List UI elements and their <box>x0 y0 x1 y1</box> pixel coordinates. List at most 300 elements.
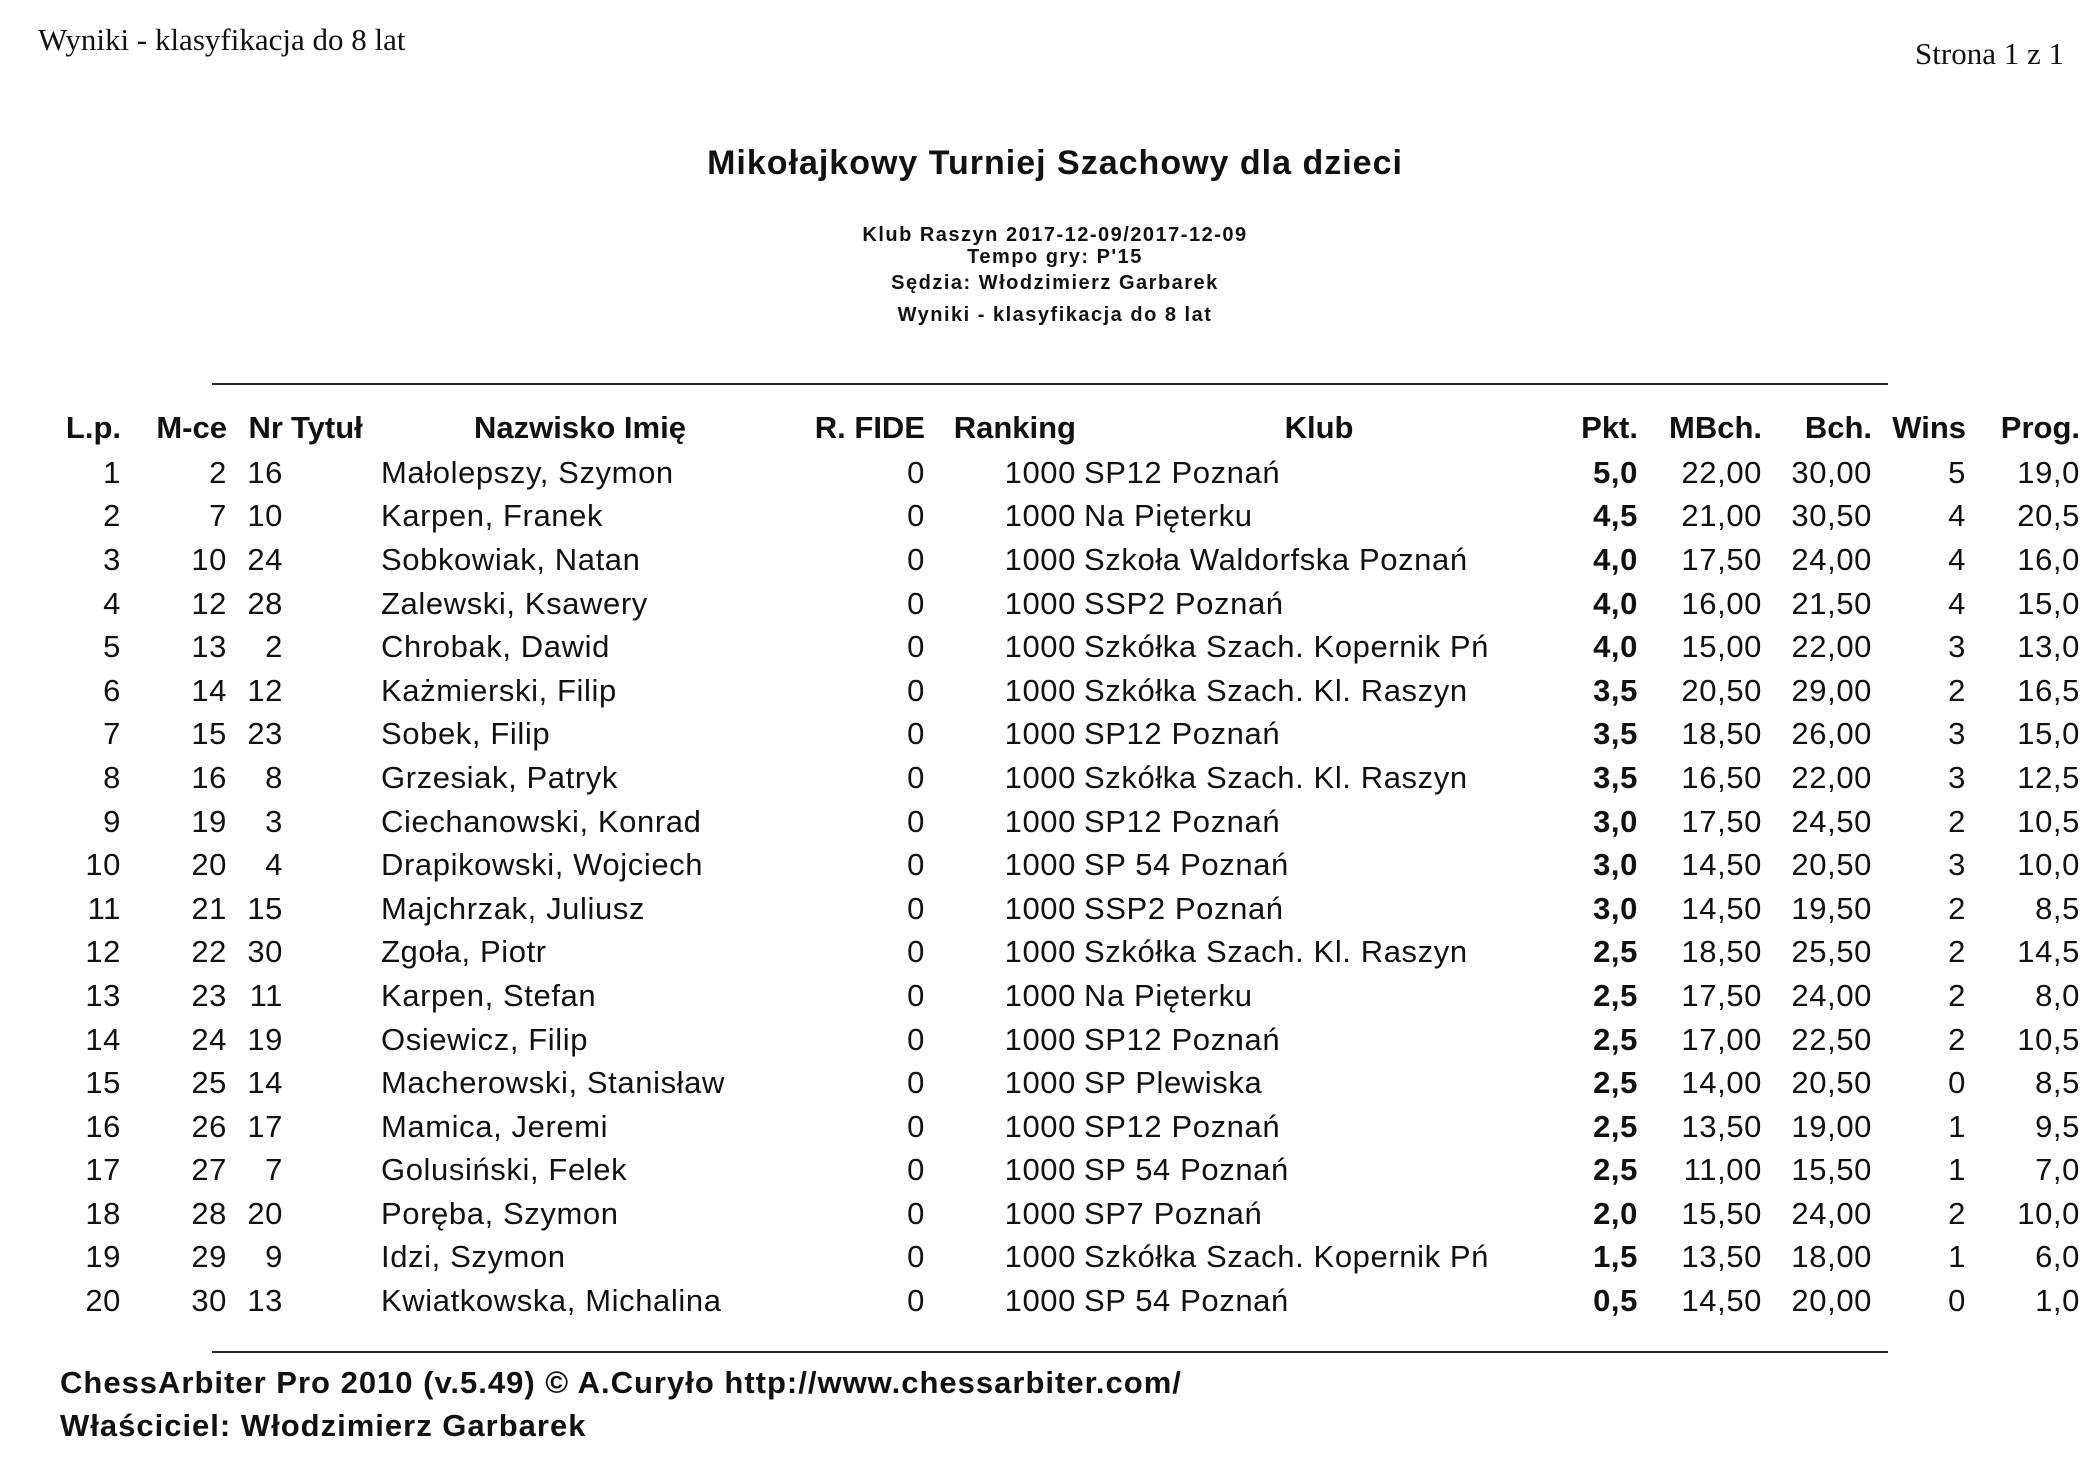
cell-mce: 26 <box>191 1108 227 1144</box>
table-row <box>55 625 2084 669</box>
header-bch: Bch. <box>1804 410 1872 445</box>
cell-pkt: 0,5 <box>1593 1283 1638 1319</box>
cell-pkt: 2,5 <box>1593 934 1638 970</box>
table-row <box>55 538 2084 582</box>
cell-ranking: 1000 <box>1004 977 1076 1013</box>
cell-mce: 20 <box>191 847 227 883</box>
cell-ranking: 1000 <box>1004 847 1076 883</box>
cell-prog: 15,0 <box>2017 716 2080 752</box>
cell-club: SP 54 Poznań <box>1084 1283 1289 1319</box>
cell-bch: 22,00 <box>1791 629 1872 665</box>
cell-wins: 4 <box>1948 585 1966 621</box>
cell-bch: 24,00 <box>1791 541 1872 577</box>
software-credit: ChessArbiter Pro 2010 (v.5.49) © A.Curyło http://www.chessarbiter.com/ <box>60 1365 1182 1400</box>
cell-fide: 0 <box>907 498 925 534</box>
cell-mce: 24 <box>191 1021 227 1057</box>
cell-name: Mamica, Jeremi <box>381 1108 609 1144</box>
cell-prog: 9,5 <box>2035 1108 2080 1144</box>
cell-nr: 19 <box>247 1021 283 1057</box>
table-row <box>55 451 2084 495</box>
cell-mce: 23 <box>191 977 227 1013</box>
header-mce: M-ce <box>156 410 227 445</box>
cell-fide: 0 <box>907 716 925 752</box>
cell-mce: 30 <box>191 1283 227 1319</box>
cell-nr: 14 <box>247 1065 283 1101</box>
table-header-row <box>55 405 2084 451</box>
cell-ranking: 1000 <box>1004 672 1076 708</box>
cell-pkt: 3,5 <box>1593 672 1638 708</box>
cell-nr: 10 <box>247 498 283 534</box>
cell-fide: 0 <box>907 847 925 883</box>
cell-name: Grzesiak, Patryk <box>381 759 618 795</box>
cell-club: Szkółka Szach. Kopernik Pń <box>1084 1239 1490 1275</box>
table-row <box>55 931 2084 975</box>
cell-club: SP 54 Poznań <box>1084 847 1289 883</box>
cell-mbch: 16,00 <box>1681 585 1762 621</box>
cell-nr: 11 <box>249 977 283 1013</box>
cell-pkt: 4,0 <box>1593 629 1638 665</box>
cell-fide: 0 <box>907 803 925 839</box>
cell-mce: 12 <box>191 585 227 621</box>
cell-fide: 0 <box>907 1065 925 1101</box>
cell-tytul <box>287 1192 377 1236</box>
cell-fide: 0 <box>907 759 925 795</box>
tournament-title: Mikołajkowy Turniej Szachowy dla dzieci <box>707 144 1403 182</box>
header-mbch: MBch. <box>1669 410 1762 445</box>
cell-tytul <box>287 800 377 844</box>
cell-tytul <box>287 1236 377 1280</box>
cell-prog: 19,0 <box>2017 454 2080 490</box>
header-lp: L.p. <box>65 410 121 445</box>
cell-ranking: 1000 <box>1004 541 1076 577</box>
cell-bch: 20,50 <box>1791 1065 1872 1101</box>
cell-prog: 16,5 <box>2017 672 2080 708</box>
cell-club: Na Pięterku <box>1084 498 1253 534</box>
table-row <box>55 800 2084 844</box>
cell-nr: 4 <box>265 847 283 883</box>
cell-tytul <box>287 1279 377 1323</box>
cell-wins: 2 <box>1948 1021 1966 1057</box>
header-tytul: Tytuł <box>291 410 363 445</box>
cell-prog: 10,5 <box>2017 803 2080 839</box>
cell-tytul <box>287 931 377 975</box>
header-club: Klub <box>1284 410 1354 445</box>
cell-lp: 19 <box>85 1239 121 1275</box>
table-row <box>55 1061 2084 1105</box>
cell-mce: 10 <box>191 541 227 577</box>
cell-fide: 0 <box>907 585 925 621</box>
cell-prog: 8,5 <box>2035 1065 2080 1101</box>
cell-bch: 24,00 <box>1791 977 1872 1013</box>
cell-lp: 4 <box>103 585 121 621</box>
cell-lp: 10 <box>85 847 121 883</box>
cell-name: Kwiatkowska, Michalina <box>381 1283 722 1319</box>
header-prog: Prog. <box>2000 410 2080 445</box>
cell-prog: 8,5 <box>2035 890 2080 926</box>
cell-wins: 1 <box>1948 1108 1966 1144</box>
cell-pkt: 3,5 <box>1593 759 1638 795</box>
cell-mbch: 18,50 <box>1681 934 1762 970</box>
cell-pkt: 3,0 <box>1593 890 1638 926</box>
table-row <box>55 669 2084 713</box>
cell-prog: 6,0 <box>2035 1239 2080 1275</box>
cell-mbch: 14,00 <box>1681 1065 1762 1101</box>
tournament-venue-dates: Klub Raszyn 2017-12-09/2017-12-09 <box>862 224 1248 246</box>
cell-mbch: 16,50 <box>1681 759 1762 795</box>
cell-name: Idzi, Szymon <box>381 1239 566 1275</box>
cell-wins: 3 <box>1948 629 1966 665</box>
cell-bch: 18,00 <box>1791 1239 1872 1275</box>
cell-name: Karpen, Stefan <box>381 977 597 1013</box>
table-row <box>55 1018 2084 1062</box>
cell-ranking: 1000 <box>1004 1065 1076 1101</box>
table-row <box>55 1236 2084 1280</box>
table-row <box>55 582 2084 626</box>
cell-pkt: 4,0 <box>1593 541 1638 577</box>
cell-bch: 19,00 <box>1791 1108 1872 1144</box>
cell-ranking: 1000 <box>1004 1283 1076 1319</box>
cell-ranking: 1000 <box>1004 1152 1076 1188</box>
cell-wins: 1 <box>1948 1152 1966 1188</box>
cell-name: Macherowski, Stanisław <box>381 1065 725 1101</box>
cell-mbch: 14,50 <box>1681 847 1762 883</box>
cell-nr: 15 <box>247 890 283 926</box>
cell-lp: 15 <box>85 1065 121 1101</box>
cell-pkt: 3,0 <box>1593 803 1638 839</box>
cell-mce: 28 <box>191 1195 227 1231</box>
header-ranking: Ranking <box>953 410 1076 445</box>
cell-wins: 3 <box>1948 759 1966 795</box>
cell-mce: 13 <box>191 629 227 665</box>
cell-pkt: 4,0 <box>1593 585 1638 621</box>
cell-fide: 0 <box>907 454 925 490</box>
cell-lp: 11 <box>87 890 121 926</box>
header-fide: R. FIDE <box>814 410 925 445</box>
top-divider <box>212 383 1888 385</box>
page-number: Strona 1 z 1 <box>1915 36 2064 71</box>
cell-nr: 28 <box>247 585 283 621</box>
cell-name: Golusiński, Felek <box>381 1152 628 1188</box>
cell-name: Drapikowski, Wojciech <box>381 847 704 883</box>
cell-pkt: 2,5 <box>1593 1065 1638 1101</box>
cell-nr: 30 <box>247 934 283 970</box>
cell-ranking: 1000 <box>1004 890 1076 926</box>
time-control: Tempo gry: P'15 <box>967 246 1143 268</box>
cell-prog: 12,5 <box>2017 759 2080 795</box>
cell-lp: 14 <box>85 1021 121 1057</box>
cell-tytul <box>287 538 377 582</box>
cell-wins: 0 <box>1948 1283 1966 1319</box>
cell-wins: 2 <box>1948 934 1966 970</box>
cell-mce: 19 <box>191 803 227 839</box>
cell-mbch: 14,50 <box>1681 890 1762 926</box>
cell-ranking: 1000 <box>1004 629 1076 665</box>
cell-wins: 4 <box>1948 541 1966 577</box>
cell-nr: 7 <box>265 1152 283 1188</box>
cell-ranking: 1000 <box>1004 803 1076 839</box>
page-header-title: Wyniki - klasyfikacja do 8 lat <box>38 22 406 57</box>
cell-tytul <box>287 713 377 757</box>
cell-lp: 5 <box>103 629 121 665</box>
cell-pkt: 2,5 <box>1593 1021 1638 1057</box>
cell-bch: 21,50 <box>1791 585 1872 621</box>
cell-ranking: 1000 <box>1004 1108 1076 1144</box>
cell-bch: 22,00 <box>1791 759 1872 795</box>
cell-name: Osiewicz, Filip <box>381 1021 589 1057</box>
cell-prog: 20,5 <box>2017 498 2080 534</box>
cell-mbch: 17,50 <box>1681 541 1762 577</box>
cell-wins: 4 <box>1948 498 1966 534</box>
cell-club: SP12 Poznań <box>1084 716 1281 752</box>
cell-mbch: 18,50 <box>1681 716 1762 752</box>
cell-lp: 8 <box>103 759 121 795</box>
cell-tytul <box>287 1061 377 1105</box>
cell-club: SP12 Poznań <box>1084 1021 1281 1057</box>
cell-nr: 3 <box>265 803 283 839</box>
cell-lp: 18 <box>85 1195 121 1231</box>
cell-lp: 20 <box>85 1283 121 1319</box>
cell-mbch: 22,00 <box>1681 454 1762 490</box>
table-row <box>55 887 2084 931</box>
cell-lp: 2 <box>103 498 121 534</box>
cell-tytul <box>287 1105 377 1149</box>
cell-club: SP Plewiska <box>1084 1065 1263 1101</box>
cell-name: Karpen, Franek <box>381 498 604 534</box>
cell-bch: 30,00 <box>1791 454 1872 490</box>
cell-pkt: 3,5 <box>1593 716 1638 752</box>
cell-tytul <box>287 495 377 539</box>
cell-mce: 15 <box>191 716 227 752</box>
cell-name: Zalewski, Ksawery <box>381 585 648 621</box>
cell-mbch: 20,50 <box>1681 672 1762 708</box>
cell-lp: 3 <box>103 541 121 577</box>
cell-bch: 30,50 <box>1791 498 1872 534</box>
cell-ranking: 1000 <box>1004 934 1076 970</box>
cell-name: Sobkowiak, Natan <box>381 541 641 577</box>
cell-club: SSP2 Poznań <box>1084 585 1284 621</box>
header-name: Nazwisko Imię <box>474 410 686 445</box>
cell-nr: 12 <box>247 672 283 708</box>
cell-bch: 22,50 <box>1791 1021 1872 1057</box>
cell-club: SP12 Poznań <box>1084 454 1281 490</box>
cell-mbch: 13,50 <box>1681 1108 1762 1144</box>
cell-mbch: 11,00 <box>1683 1152 1762 1188</box>
results-body <box>55 451 2084 1323</box>
cell-prog: 1,0 <box>2035 1283 2080 1319</box>
cell-wins: 5 <box>1948 454 1966 490</box>
cell-wins: 2 <box>1948 672 1966 708</box>
cell-lp: 13 <box>85 977 121 1013</box>
cell-mce: 25 <box>191 1065 227 1101</box>
cell-mce: 27 <box>191 1152 227 1188</box>
cell-lp: 6 <box>103 672 121 708</box>
cell-fide: 0 <box>907 1108 925 1144</box>
cell-prog: 15,0 <box>2017 585 2080 621</box>
table-row <box>55 1149 2084 1193</box>
cell-prog: 10,0 <box>2017 1195 2080 1231</box>
cell-club: SP12 Poznań <box>1084 1108 1281 1144</box>
cell-nr: 13 <box>247 1283 283 1319</box>
cell-pkt: 1,5 <box>1593 1239 1638 1275</box>
cell-ranking: 1000 <box>1004 498 1076 534</box>
cell-wins: 0 <box>1948 1065 1966 1101</box>
cell-wins: 2 <box>1948 1195 1966 1231</box>
cell-mbch: 21,00 <box>1681 498 1762 534</box>
cell-mbch: 17,50 <box>1681 977 1762 1013</box>
results-category: Wyniki - klasyfikacja do 8 lat <box>897 304 1213 326</box>
cell-nr: 16 <box>247 454 283 490</box>
cell-name: Poręba, Szymon <box>381 1195 619 1231</box>
cell-nr: 2 <box>265 629 283 665</box>
cell-fide: 0 <box>907 1021 925 1057</box>
cell-wins: 1 <box>1948 1239 1966 1275</box>
cell-fide: 0 <box>907 1152 925 1188</box>
cell-club: SSP2 Poznań <box>1084 890 1284 926</box>
cell-club: Szkoła Waldorfska Poznań <box>1084 541 1468 577</box>
cell-ranking: 1000 <box>1004 759 1076 795</box>
cell-pkt: 4,5 <box>1593 498 1638 534</box>
cell-prog: 10,0 <box>2017 847 2080 883</box>
cell-mbch: 15,00 <box>1681 629 1762 665</box>
cell-name: Zgoła, Piotr <box>381 934 547 970</box>
cell-prog: 16,0 <box>2017 541 2080 577</box>
cell-club: Szkółka Szach. Kopernik Pń <box>1084 629 1490 665</box>
cell-fide: 0 <box>907 629 925 665</box>
cell-mce: 29 <box>191 1239 227 1275</box>
cell-ranking: 1000 <box>1004 454 1076 490</box>
cell-tytul <box>287 1018 377 1062</box>
table-row <box>55 1192 2084 1236</box>
cell-mce: 2 <box>209 454 227 490</box>
cell-fide: 0 <box>907 541 925 577</box>
cell-fide: 0 <box>907 1195 925 1231</box>
cell-prog: 7,0 <box>2035 1152 2080 1188</box>
cell-wins: 2 <box>1948 803 1966 839</box>
cell-bch: 15,50 <box>1791 1152 1872 1188</box>
cell-bch: 29,00 <box>1791 672 1872 708</box>
cell-fide: 0 <box>907 890 925 926</box>
cell-club: Szkółka Szach. Kl. Raszyn <box>1084 672 1468 708</box>
cell-bch: 20,00 <box>1791 1283 1872 1319</box>
arbiter: Sędzia: Włodzimierz Garbarek <box>891 272 1219 294</box>
cell-nr: 17 <box>247 1108 283 1144</box>
cell-name: Ciechanowski, Konrad <box>381 803 702 839</box>
cell-fide: 0 <box>907 672 925 708</box>
cell-club: SP12 Poznań <box>1084 803 1281 839</box>
cell-ranking: 1000 <box>1004 1239 1076 1275</box>
cell-mbch: 17,00 <box>1681 1021 1762 1057</box>
cell-fide: 0 <box>907 1283 925 1319</box>
table-row <box>55 1279 2084 1323</box>
table-row <box>55 495 2084 539</box>
cell-fide: 0 <box>907 1239 925 1275</box>
cell-lp: 1 <box>103 454 121 490</box>
cell-nr: 8 <box>265 759 283 795</box>
cell-bch: 24,00 <box>1791 1195 1872 1231</box>
cell-prog: 13,0 <box>2017 629 2080 665</box>
cell-prog: 8,0 <box>2035 977 2080 1013</box>
cell-bch: 19,50 <box>1791 890 1872 926</box>
cell-nr: 20 <box>247 1195 283 1231</box>
cell-fide: 0 <box>907 977 925 1013</box>
cell-club: Szkółka Szach. Kl. Raszyn <box>1084 759 1468 795</box>
cell-bch: 25,50 <box>1791 934 1872 970</box>
cell-mbch: 13,50 <box>1681 1239 1762 1275</box>
bottom-divider <box>212 1351 1888 1353</box>
cell-lp: 9 <box>103 803 121 839</box>
results-table <box>55 405 2084 1323</box>
cell-ranking: 1000 <box>1004 585 1076 621</box>
cell-name: Chrobak, Dawid <box>381 629 610 665</box>
cell-mce: 7 <box>209 498 227 534</box>
cell-club: SP 54 Poznań <box>1084 1152 1289 1188</box>
cell-tytul <box>287 625 377 669</box>
header-nr: Nr <box>248 410 283 445</box>
cell-nr: 24 <box>247 541 283 577</box>
cell-mbch: 15,50 <box>1681 1195 1762 1231</box>
cell-ranking: 1000 <box>1004 1195 1076 1231</box>
cell-mbch: 14,50 <box>1681 1283 1762 1319</box>
cell-mce: 22 <box>191 934 227 970</box>
table-row <box>55 713 2084 757</box>
cell-lp: 17 <box>85 1152 121 1188</box>
cell-tytul <box>287 887 377 931</box>
cell-wins: 3 <box>1948 716 1966 752</box>
cell-bch: 20,50 <box>1791 847 1872 883</box>
cell-fide: 0 <box>907 934 925 970</box>
cell-lp: 16 <box>85 1108 121 1144</box>
header-pkt: Pkt. <box>1581 410 1638 445</box>
cell-club: Na Pięterku <box>1084 977 1253 1013</box>
cell-tytul <box>287 756 377 800</box>
cell-name: Majchrzak, Juliusz <box>381 890 646 926</box>
cell-lp: 12 <box>85 934 121 970</box>
table-row <box>55 843 2084 887</box>
table-row <box>55 756 2084 800</box>
header-wins: Wins <box>1892 410 1966 445</box>
cell-wins: 3 <box>1948 847 1966 883</box>
cell-tytul <box>287 451 377 495</box>
cell-name: Sobek, Filip <box>381 716 551 752</box>
cell-bch: 26,00 <box>1791 716 1872 752</box>
cell-wins: 2 <box>1948 890 1966 926</box>
cell-club: SP7 Poznań <box>1084 1195 1263 1231</box>
cell-pkt: 2,0 <box>1593 1195 1638 1231</box>
cell-tytul <box>287 669 377 713</box>
table-row <box>55 974 2084 1018</box>
cell-club: Szkółka Szach. Kl. Raszyn <box>1084 934 1468 970</box>
cell-tytul <box>287 1149 377 1193</box>
cell-pkt: 5,0 <box>1593 454 1638 490</box>
cell-mbch: 17,50 <box>1681 803 1762 839</box>
cell-pkt: 3,0 <box>1593 847 1638 883</box>
cell-mce: 21 <box>191 890 227 926</box>
cell-lp: 7 <box>103 716 121 752</box>
cell-tytul <box>287 843 377 887</box>
cell-pkt: 2,5 <box>1593 977 1638 1013</box>
cell-tytul <box>287 974 377 1018</box>
cell-ranking: 1000 <box>1004 1021 1076 1057</box>
cell-pkt: 2,5 <box>1593 1108 1638 1144</box>
cell-mce: 16 <box>191 759 227 795</box>
cell-name: Każmierski, Filip <box>381 672 617 708</box>
cell-prog: 10,5 <box>2017 1021 2080 1057</box>
cell-tytul <box>287 582 377 626</box>
cell-nr: 23 <box>247 716 283 752</box>
cell-bch: 24,50 <box>1791 803 1872 839</box>
cell-ranking: 1000 <box>1004 716 1076 752</box>
cell-prog: 14,5 <box>2017 934 2080 970</box>
